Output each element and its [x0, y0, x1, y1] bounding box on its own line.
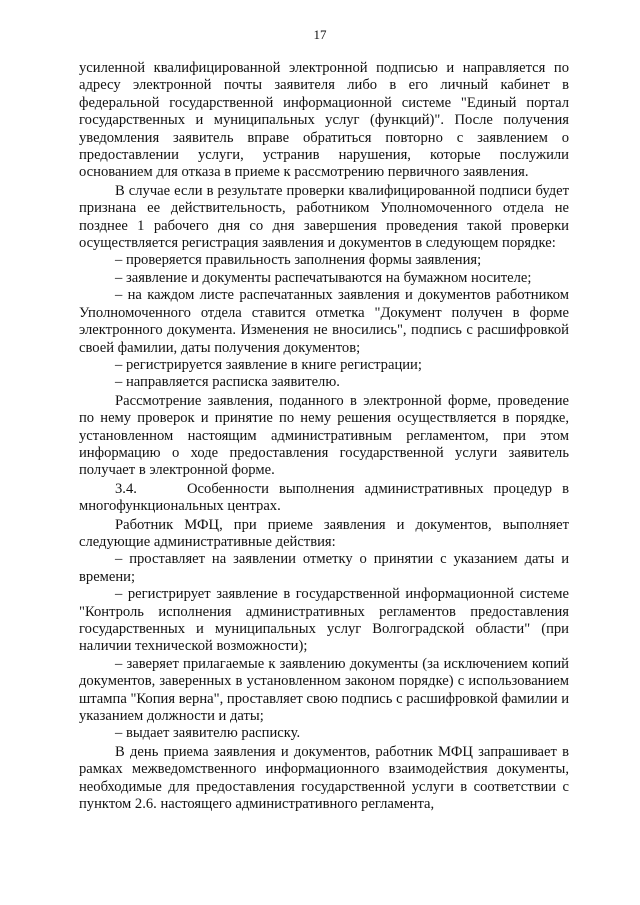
valid-signature-intro: В случае если в результате проверки квалифицированной подписи будет признана ее действительность, работником Уполномоченного отдела не позднее 1 рабочего дня со дня завершения проведения такой проверки осуществляется регистрация заявления и документов в следующем порядке: — [79, 182, 569, 252]
list-item: – направляется расписка заявителю. — [115, 374, 340, 391]
list-item: – заявление и документы распечатываются на бумажном носителе; — [115, 269, 532, 286]
page-number: 17 — [313, 27, 327, 42]
list-item: – проверяется правильность заполнения формы заявления; — [115, 252, 482, 269]
review-paragraph: Рассмотрение заявления, поданного в электронной форме, проведение по нему проверок и принятие по нему решения осуществляется в порядке, установленном настоящим административным регламентом, при этом информацию о ходе предоставления государственной услуги заявитель получает в электронной форме. — [79, 392, 569, 479]
list-item: – регистрируется заявление в книге регистрации; — [115, 356, 422, 373]
list-item: – проставляет на заявлении отметку о принятии с указанием даты и времени; — [79, 551, 569, 585]
document-body — [79, 60, 569, 813]
continuation-paragraph: усиленной квалифицированной электронной подписью и направляется по адресу электронной почты заявителя либо в его личный кабинет в федеральной государственной информационной системе "Единый портал государственных и муниципальных услуг (функций)". После получения уведомления заявитель вправе обратиться повторно с заявлением о предоставлении услуги, устранив нарушения, которые послужили основанием для отказа в приеме к рассмотрению первичного заявления. — [79, 60, 569, 181]
section-number: 3.4. — [115, 480, 137, 497]
section-heading — [79, 481, 569, 516]
list-item: – заверяет прилагаемые к заявлению документы (за исключением копий документов, заверенных в установленном законом порядке) с использованием штампа "Копия верна", проставляет свою подпись с расшифровкой фамилии и указанием должности и даты; — [79, 655, 569, 725]
list-item: – выдает заявителю расписку. — [115, 725, 301, 742]
list-item: – на каждом листе распечатанных заявления и документов работником Уполномоченного отдела ставится отметка "Документ получен в форме электронного документа. Изменения не вносились", подпись с расшифровкой своей фамилии, даты получения документов; — [79, 287, 569, 356]
list-item: – регистрирует заявление в государственной информационной системе "Контроль исполнения административных регламентов предоставления государственных и муниципальных услуг Волгоградской области" (при наличии технической возможности); — [79, 586, 569, 655]
section-title: Особенности выполнения административных процедур в многофункциональных центрах. — [79, 480, 569, 515]
mfc-actions-intro: Работник МФЦ, при приеме заявления и документов, выполняет следующие административные действия: — [79, 516, 569, 550]
final-paragraph: В день приема заявления и документов, работник МФЦ запрашивает в рамках межведомственного информационного взаимодействия документы, необходимые для предоставления государственной услуги в соответствии с пунктом 2.6. настоящего административного регламента, — [79, 743, 569, 813]
